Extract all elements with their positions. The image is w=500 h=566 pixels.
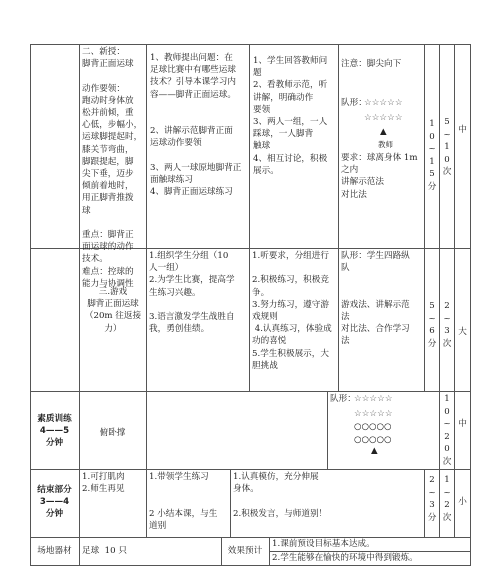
ending-intensity-cell: 小 — [458, 497, 467, 507]
rule — [30, 44, 470, 45]
quality-label-cell: 素质训练 4——5 分钟 — [37, 414, 72, 449]
game-student-cell: 1.听要求，分组进行 2.积极练习，积极竞 争。 3.努力练习，遵守游 戏规则 4.认真练习，体验成 功的喜悦 5.学生积极展示，大 胆挑战 — [252, 251, 332, 371]
game-content-cell: 三.游戏 脚背正面运球 （20m 往返接 力） — [84, 287, 142, 334]
main-formation-label: 队形： — [341, 98, 367, 108]
main-org-note: 注意：脚尖向下 — [341, 59, 402, 69]
game-org-cell: 队形：学生四路纵 队 游戏法、讲解示范 法 对比法、合作学习 法 — [341, 251, 410, 347]
equipment-value: 足球 10 只 — [82, 546, 127, 556]
ending-student-cell: 1.认真模仿，充分伸展 身体。 2.积极发言，与师道别！ — [233, 472, 328, 519]
main-formation-stars-2: ☆☆☆☆☆ — [364, 113, 403, 123]
main-intensity-cell: 中 — [458, 125, 467, 135]
rule — [79, 469, 80, 537]
rule — [249, 44, 250, 391]
main-formation-stars-1: ☆☆☆☆☆ — [364, 98, 403, 108]
rule — [146, 469, 147, 537]
rule — [338, 44, 339, 391]
rule — [30, 469, 470, 470]
site-equipment-label: 场地器材 — [37, 546, 72, 556]
ending-time-cell: 2 ~ 3 分 — [427, 475, 437, 523]
rule — [470, 44, 471, 566]
main-teacher-label: 教师 — [378, 140, 393, 149]
quality-teacher-marker: ▲ — [371, 446, 378, 456]
game-time-cell: 5 ~ 6 分 — [427, 301, 437, 349]
ending-label-cell: 结束部分 3——4 分钟 — [37, 485, 72, 520]
ending-teacher-cell: 1.带领学生练习 2 小结本课，与生 道别 — [149, 472, 218, 531]
main-student-cell: 1、学生回答教师问 题 2、看教师示范，听 讲解，明确动作 要领 3、两人一组，一人 踩球，一人脚背 触球 4、相互讨论，积极 展示。 — [253, 56, 328, 176]
quality-stars-2: ☆☆☆☆☆ — [354, 409, 393, 419]
main-teacher-marker: ▲ — [380, 127, 387, 137]
main-content-cell: 二、新授： 脚背正面运球 动作要领： 跑动时身体放 松并前倾，重 心低，步幅小， 运球脚提起时， 膝关节弯曲， 脚跟提起，脚 尖下垂，迈步 倾前着地时， 用正脚背推拨 球 重点：脚背正 面运球的动作 技术。 难点：控球的 能力与协调性 — [82, 47, 143, 289]
rule — [30, 537, 470, 538]
rule — [146, 391, 147, 469]
quality-formation-label: 队形： — [330, 394, 356, 404]
expected-effect-1: 1.课前预设目标基本达成。 — [272, 539, 375, 549]
rule — [454, 44, 455, 537]
rule — [79, 537, 80, 565]
quality-circles-1: ○○○○○ — [354, 422, 392, 432]
quality-stars-1: ☆☆☆☆☆ — [354, 394, 393, 404]
quality-circles-2: ○○○○○ — [354, 435, 392, 445]
quality-time-cell: 1 0 ~ 2 0 次 — [442, 394, 452, 467]
quality-intensity-cell: 中 — [458, 419, 467, 429]
quality-content-cell: 俯卧撑 — [99, 428, 126, 438]
game-teacher-cell: 1.组织学生分组（10 人一组） 2.为学生比赛，提高学 生练习兴趣。 3.语言激发学生战胜自 我，勇创佳绩。 — [149, 251, 235, 335]
main-teacher-cell: 1、教师提出问题：在 足球比赛中有哪些运球 技术？引导本课学习内 容——脚背正面运球。 2、讲解示范脚背正面 运球动作要领 3、两人一球原地脚背正 面触球练习 4、脚背正面运球练习 — [150, 53, 242, 198]
expected-effect-label: 效果预计 — [227, 546, 263, 556]
game-intensity-cell: 大 — [458, 327, 467, 337]
main-time-cell: 1 0 ~ 1 5 分 — [427, 119, 437, 192]
ending-content-cell: 1.可打肌肉 2.师生再见 — [82, 472, 125, 495]
main-org-requirements: 要求：球离身体 1m 之内 讲解示范法 对比法 — [341, 153, 418, 200]
ending-count-cell: 1 ~ 2 次 — [442, 475, 452, 523]
rule — [230, 469, 231, 537]
rule — [327, 391, 328, 469]
rule — [79, 44, 80, 469]
rule — [30, 391, 470, 392]
main-count-cell: 5 ~ 1 0 次 — [442, 117, 452, 177]
expected-effect-2: 2.学生能够在愉快的环境中得到锻炼。 — [272, 553, 418, 563]
rule — [146, 44, 147, 248]
game-count-cell: 2 ~ 3 次 — [442, 301, 452, 349]
rule — [146, 248, 147, 391]
